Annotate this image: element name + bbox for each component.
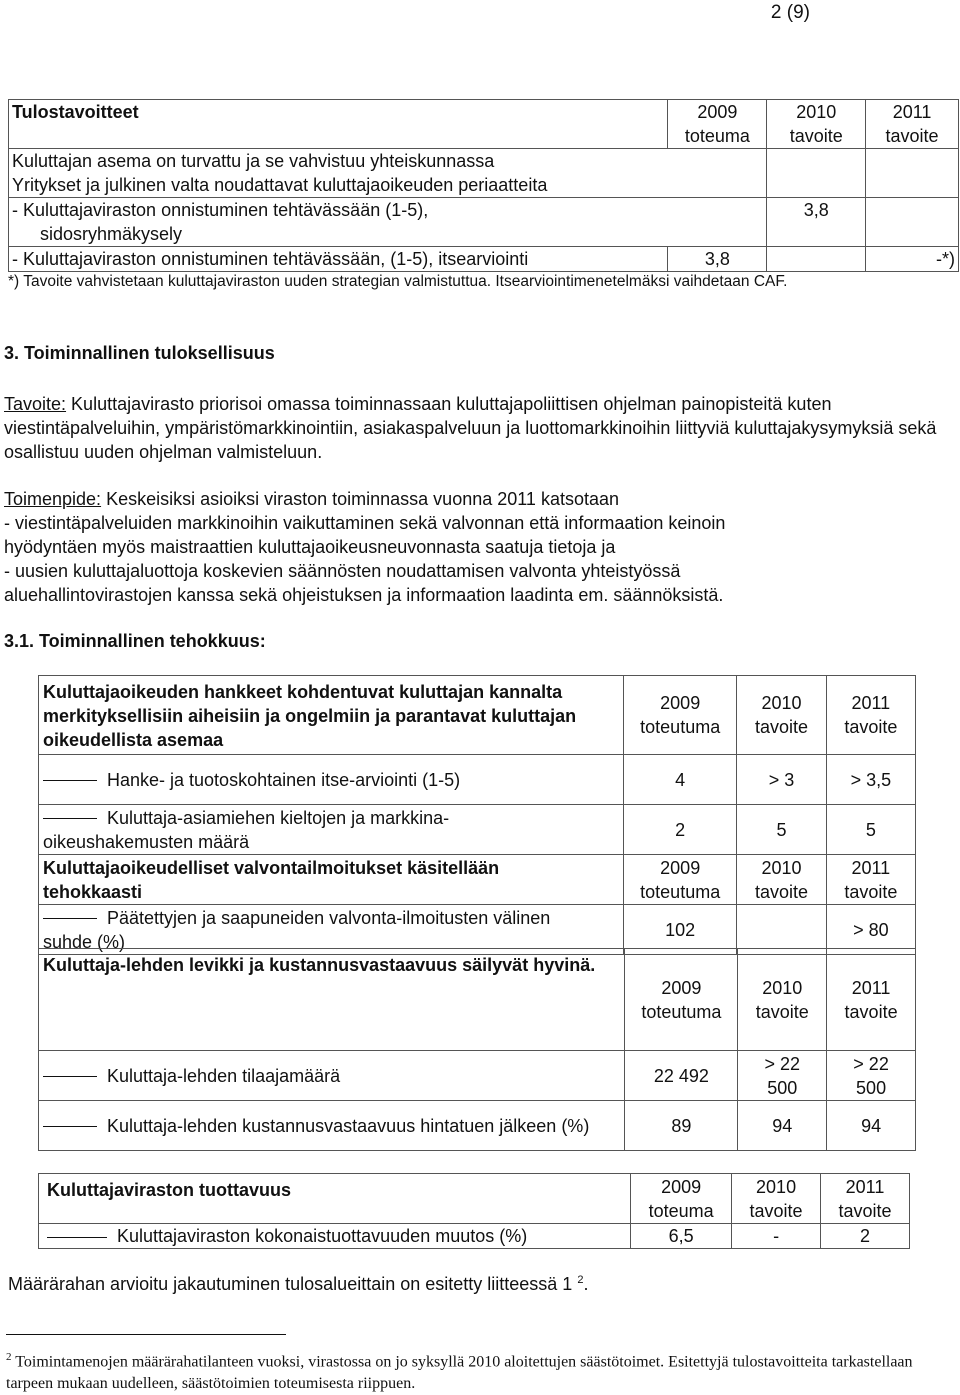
table2-row2-2011: 5: [826, 805, 915, 855]
dash-icon: [43, 780, 97, 781]
table2-row2-label: Kuluttaja-asiamiehen kieltojen ja markkina-oikeushakemusten määrä: [39, 805, 624, 855]
table2-h2011: 2011 tavoite: [826, 676, 915, 755]
dash-icon: [43, 918, 97, 919]
consumer-law-table: Kuluttajaoikeuden hankkeet kohdentuvat kuluttajan kannalta merkityksellisiin aiheisiin ja ongelmiin ja parantavat kuluttajan oikeudellista asemaa 2009 toteutuma 2010 tavoite 2011 tavoite Hanke- ja tuotoskohtainen itse-arviointi (1-5) 4 > 3 > 3,5 Kuluttaja-asiamiehen kieltojen ja markkina-oikeushakemusten määrä 2 5 5 Kuluttajaoikeudelliset valvontailmoitukset käsitellään tehokkaasti 2009 toteutuma 2010 tavoite 2011 tavoite Päätettyjen ja saapuneiden valvonta-ilmoitusten välinen suhde (%) 102 > 80: [38, 675, 916, 955]
productivity-table: Kuluttajaviraston tuottavuus 2009 toteuma 2010 tavoite 2011 tavoite Kuluttajaviraston kokonaistuottavuuden muutos (%) 6,5 - 2: [38, 1173, 910, 1249]
table3-row2-label: Kuluttaja-lehden kustannusvastaavuus hintatuen jälkeen (%): [39, 1101, 625, 1151]
magazine-table: Kuluttaja-lehden levikki ja kustannusvastaavuus säilyvät hyvinä. 2009 toteutuma 2010 tavoite 2011 tavoite Kuluttaja-lehden tilaajamäärä 22 492 > 22 500 > 22 500 Kuluttaja-lehden kustannusvastaavuus hintatuen jälkeen (%) 89 94 94: [38, 948, 916, 1151]
dash-icon: [43, 1126, 97, 1127]
row2-2011: -*): [866, 247, 959, 272]
section-31-heading: 3.1. Toiminnallinen tehokkuus:: [4, 631, 266, 651]
row1-2010: 3,8: [767, 198, 866, 247]
table4-row1-2010: -: [732, 1224, 821, 1249]
table-header-row: [9, 100, 959, 149]
col-2011-header: 2011 tavoite: [866, 100, 959, 149]
table-row: [9, 149, 959, 198]
table-title: Tulostavoitteet: [9, 100, 668, 149]
results-targets-table: [8, 99, 959, 272]
table2-h2010: 2010 tavoite: [737, 676, 826, 755]
table2-row3-2011: > 80: [826, 905, 915, 955]
table3-row1-2009: 22 492: [625, 1051, 738, 1101]
footnote-ref: 2: [577, 1274, 584, 1286]
footnote: $^2$ Toimintamenojen määrärahatilanteen vuoksi, virastossa on jo syksyllä 2010 aloitettujen säästötoimet. Esitettyjä tulostavoitteita tarkastellaan tarpeen mukaan uudelleen, säästötoimien toteumisesta riippuen.: [6, 1351, 913, 1393]
dash-icon: [43, 818, 97, 819]
row2-2009: 3,8: [668, 247, 767, 272]
row1-label: - Kuluttajaviraston onnistuminen tehtävässään (1-5), sidosryhmäkysely: [9, 198, 767, 247]
table3-row2-2011: 94: [827, 1101, 916, 1151]
table-row: [9, 247, 959, 272]
footnote-divider: [6, 1334, 286, 1335]
table4-row1-2009: 6,5: [631, 1224, 732, 1249]
goal-headings: Kuluttajan asema on turvattu ja se vahvistuu yhteiskunnassa Yritykset ja julkinen valta noudattavat kuluttajaoikeuden periaatteita: [9, 149, 767, 198]
table2-row3-label: Päätettyjen ja saapuneiden valvonta-ilmoitusten välinen suhde (%): [39, 905, 624, 955]
col-2010-header: 2010 tavoite: [767, 100, 866, 149]
table2-title2: Kuluttajaoikeudelliset valvontailmoitukset käsitellään tehokkaasti: [39, 855, 624, 905]
table2-h2009: 2009 toteutuma: [624, 676, 737, 755]
table-row: [9, 198, 959, 247]
table4-row1-label: Kuluttajaviraston kokonaistuottavuuden muutos (%): [39, 1224, 631, 1249]
allocation-text: Määrärahan arvioitu jakautuminen tulosalueittain on esitetty liitteessä 1 $^2$.: [8, 1274, 589, 1294]
goal-paragraph: Tavoite: Kuluttajavirasto priorisoi omassa toiminnassaan kuluttajapoliittisen ohjelman painopisteitä kuten viestintäpalveluihin, ympäristömarkkinointiin, asiakaspalveluun ja luottomarkkinoihin liittyviä kuluttajakysymyksiä sekä osallistuu uuden ohjelman valmisteluun.: [4, 394, 937, 462]
table2-row2-2010: 5: [737, 805, 826, 855]
table2-row3-2009: 102: [624, 905, 737, 955]
table3-row1-2011: > 22 500: [827, 1051, 916, 1101]
col-2009-header: 2009 toteuma: [668, 100, 767, 149]
action-paragraph: Toimenpide: Keskeisiksi asioiksi viraston toiminnassa vuonna 2011 katsotaan - viestintäpalveluiden markkinoihin vaikuttaminen sekä valvonnan että informaation keinoin hyödyntäen myös maistraattien kuluttajaoikeusneuvonnasta saatuja tietoja ja - uusien kuluttajaluottoja koskevien säännösten noudattamisen valvonta yhteistyössä aluehallintovirastojen kanssa sekä ohjeistuksen ja informaation laadinta em. säännöksistä.: [4, 489, 726, 605]
row2-label: - Kuluttajaviraston onnistuminen tehtävässään, (1-5), itsearviointi: [9, 247, 668, 272]
table3-row1-label: Kuluttaja-lehden tilaajamäärä: [39, 1051, 625, 1101]
table3-row2-2009: 89: [625, 1101, 738, 1151]
table2-row1-2009: 4: [624, 755, 737, 805]
table4-title: Kuluttajaviraston tuottavuus: [39, 1174, 631, 1224]
table-note: *) Tavoite vahvistetaan kuluttajaviraston uuden strategian valmistuttua. Itsearviointimenetelmäksi vaihdetaan CAF.: [8, 273, 788, 290]
table3-row1-2010: > 22 500: [738, 1051, 827, 1101]
dash-icon: [43, 1076, 97, 1077]
table2-row1-2010: > 3: [737, 755, 826, 805]
table2-row1-label: Hanke- ja tuotoskohtainen itse-arviointi (1-5): [39, 755, 624, 805]
table3-row2-2010: 94: [738, 1101, 827, 1151]
table3-title: Kuluttaja-lehden levikki ja kustannusvastaavuus säilyvät hyvinä.: [39, 949, 625, 1051]
section-3-heading: 3. Toiminnallinen tuloksellisuus: [4, 343, 275, 363]
dash-icon: [47, 1237, 107, 1238]
table2-row2-2009: 2: [624, 805, 737, 855]
table4-row1-2011: 2: [821, 1224, 910, 1249]
page-number: 2 (9): [770, 2, 810, 23]
table2-row1-2011: > 3,5: [826, 755, 915, 805]
table2-title: Kuluttajaoikeuden hankkeet kohdentuvat kuluttajan kannalta merkityksellisiin aiheisiin ja ongelmiin ja parantavat kuluttajan oikeudellista asemaa: [39, 676, 624, 755]
